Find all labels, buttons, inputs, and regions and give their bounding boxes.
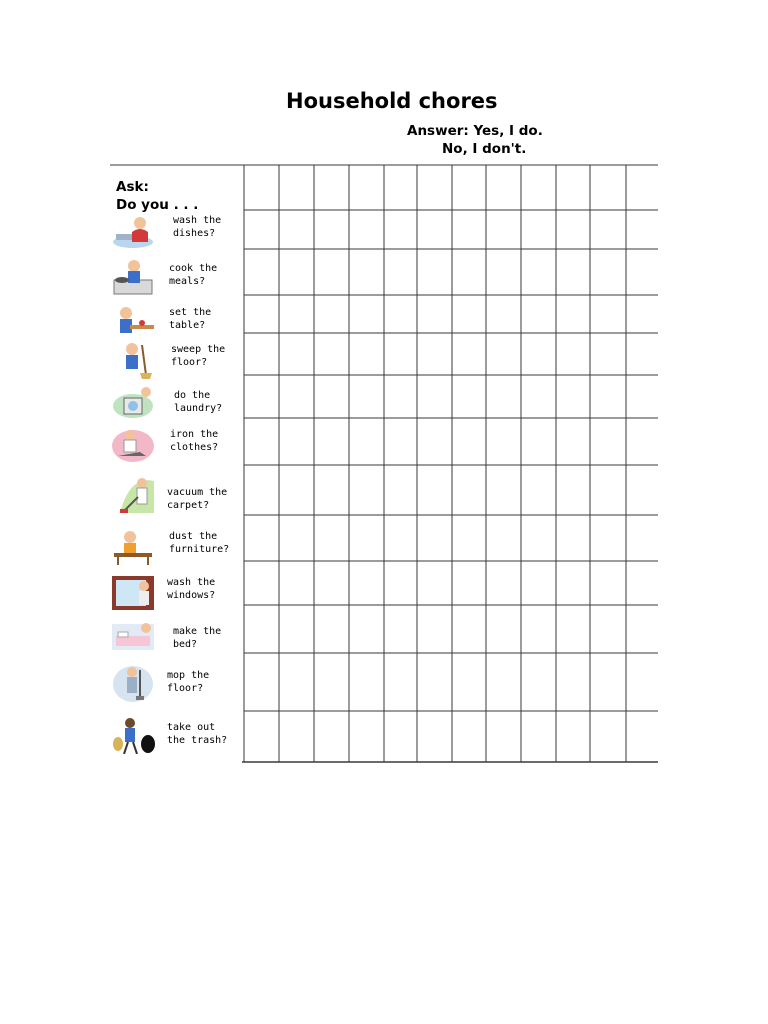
trash-bag-icon [110, 716, 156, 754]
window-icon [110, 574, 156, 612]
chore-label: set the table? [169, 307, 212, 331]
chore-label: wash the dishes? [173, 215, 222, 239]
chore-label: make the bed? [173, 626, 222, 650]
chore-label: cook the meals? [169, 263, 218, 287]
chore-label: vacuum the carpet? [167, 487, 228, 511]
do-you-label: Do you . . . [116, 197, 199, 213]
ask-label: Ask: [116, 179, 149, 195]
broom-icon [110, 341, 156, 379]
chore-label: wash the windows? [167, 577, 216, 601]
mop-icon [110, 664, 156, 702]
duster-icon [110, 527, 156, 565]
chore-label: mop the floor? [167, 670, 210, 694]
laundry-icon [110, 382, 156, 420]
chore-label: sweep the floor? [171, 344, 226, 368]
answer-no-line: No, I don't. [442, 141, 527, 157]
dish-washing-icon [110, 212, 156, 250]
chore-label: take out the trash? [167, 722, 228, 746]
table-setting-icon [110, 303, 156, 341]
cooking-icon [110, 258, 156, 296]
answer-yes-line: Answer: Yes, I do. [407, 123, 543, 139]
chore-label: dust the furniture? [169, 531, 230, 555]
vacuum-icon [110, 475, 156, 513]
chore-label: do the laundry? [174, 390, 223, 414]
page-title: Household chores [286, 89, 498, 113]
bed-icon [110, 618, 156, 656]
chore-label: iron the clothes? [170, 429, 219, 453]
iron-icon [110, 426, 156, 464]
